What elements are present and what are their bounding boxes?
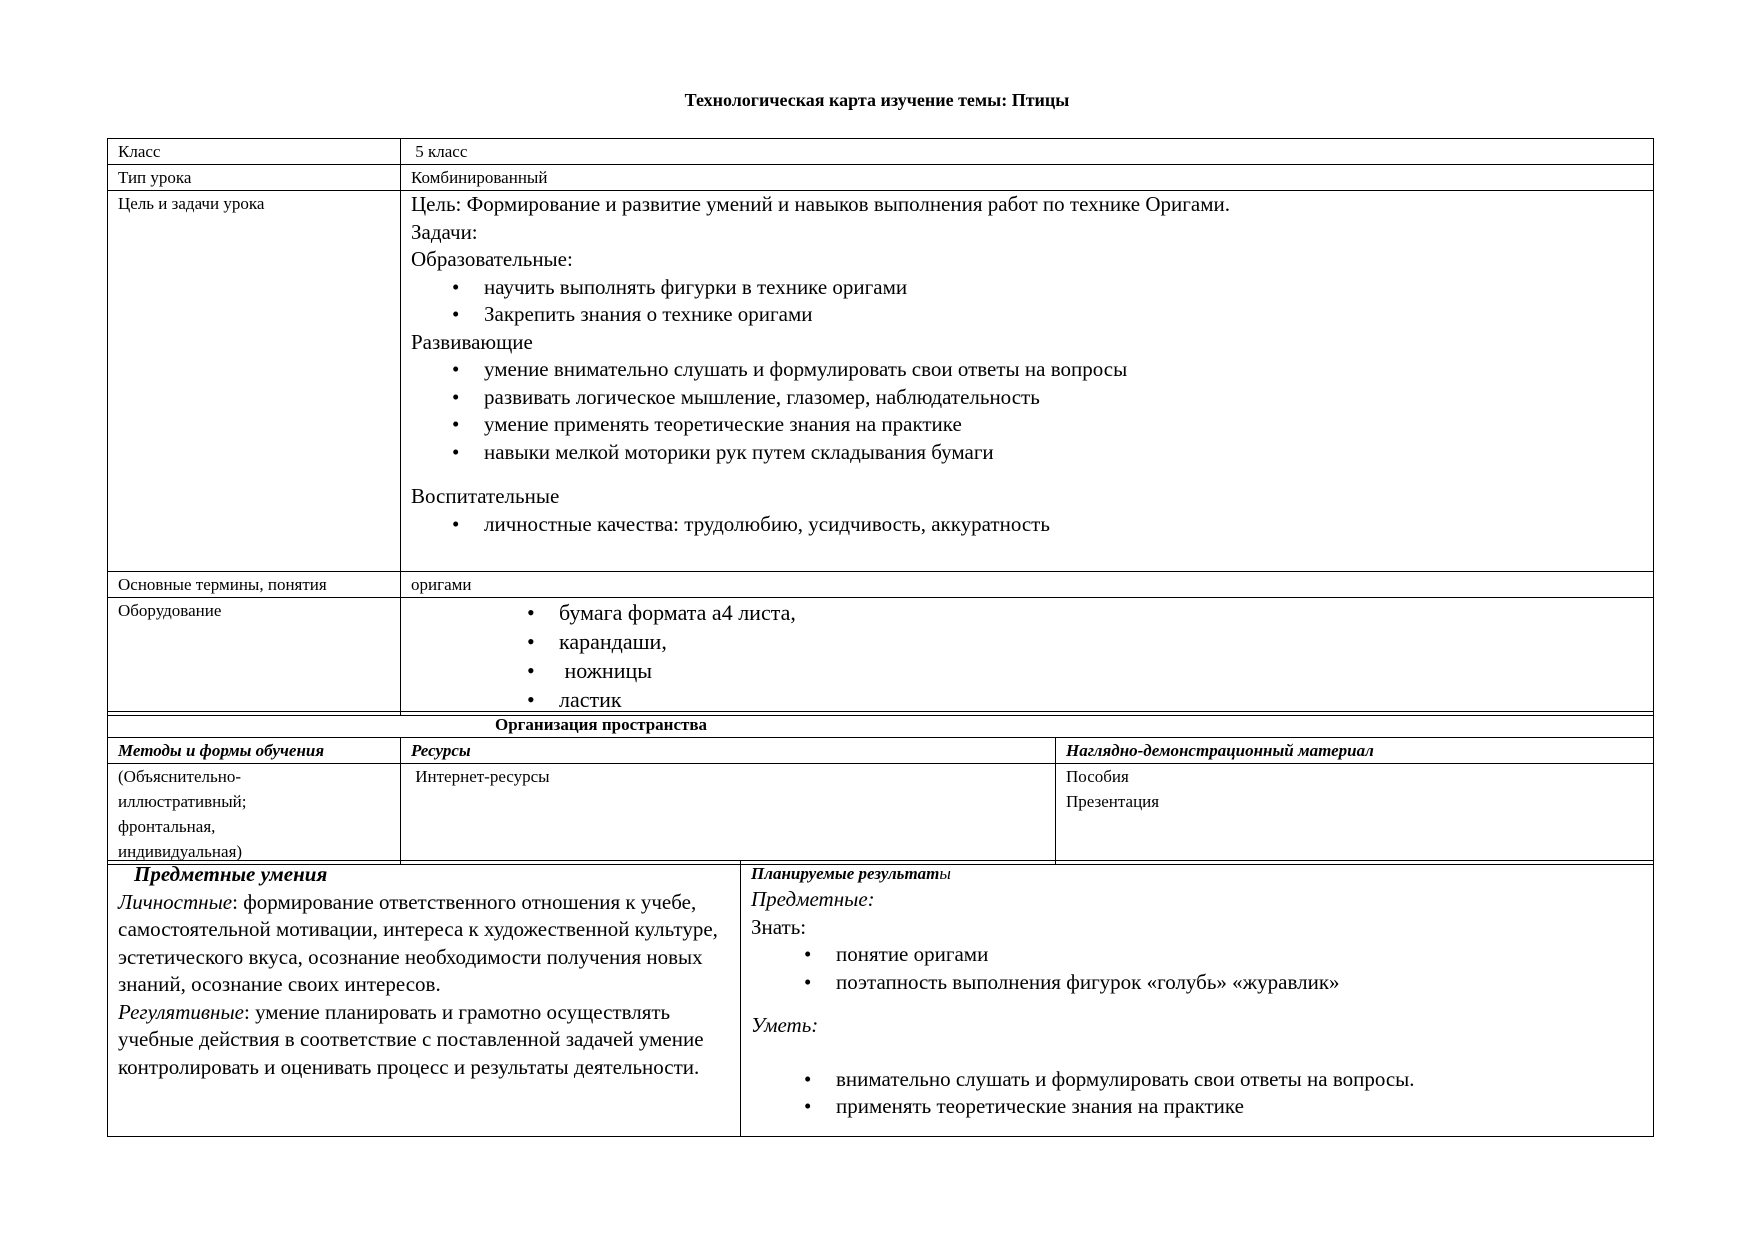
list-item: • карандаши, bbox=[559, 627, 1643, 656]
list-item: • научить выполнять фигурки в технике оригами bbox=[484, 274, 1643, 302]
skills-results-table bbox=[107, 860, 1654, 1137]
row-value: оригами bbox=[401, 572, 1654, 598]
visual-line: Пособия bbox=[1066, 767, 1129, 786]
upbringing-list bbox=[411, 511, 1643, 539]
skills-heading: Предметные умения bbox=[134, 862, 328, 886]
space-heading: Организация пространства bbox=[108, 712, 1654, 738]
row-label: Цель и задачи урока bbox=[108, 191, 401, 572]
col-resources-header: Ресурсы bbox=[401, 738, 1056, 764]
list-item: • навыки мелкой моторики рук путем складывания бумаги bbox=[484, 439, 1643, 467]
know-list bbox=[751, 941, 1643, 996]
can-heading: Уметь: bbox=[751, 1013, 819, 1037]
personal-paragraph bbox=[118, 889, 730, 999]
document-title: Технологическая карта изучение темы: Птицы bbox=[684, 90, 1070, 110]
list-item: • ластик bbox=[559, 685, 1643, 714]
row-label: Тип урока bbox=[108, 165, 401, 191]
list-item: • личностные качества: трудолюбию, усидчивость, аккуратность bbox=[484, 511, 1643, 539]
row-value: Комбинированный bbox=[401, 165, 1654, 191]
methods-line: (Объяснительно- bbox=[118, 767, 241, 786]
visual-line: Презентация bbox=[1066, 792, 1160, 811]
row-label: Основные термины, понятия bbox=[108, 572, 401, 598]
results-heading-main: Планируемые результат bbox=[751, 864, 940, 883]
results-cell bbox=[741, 861, 1654, 1137]
results-heading-tail: ы bbox=[939, 864, 951, 883]
list-item: • бумага формата а4 листа, bbox=[559, 598, 1643, 627]
regulatory-paragraph bbox=[118, 999, 730, 1082]
list-item: • умение внимательно слушать и формулировать свои ответы на вопросы bbox=[484, 356, 1643, 384]
list-item: • понятие оригами bbox=[836, 941, 1643, 969]
space-content-row bbox=[108, 764, 1654, 865]
space-header-row bbox=[108, 738, 1654, 764]
list-item: • умение применять теоретические знания на практике bbox=[484, 411, 1643, 439]
results-heading bbox=[751, 861, 1643, 886]
col-visual-header: Наглядно-демонстрационный материал bbox=[1056, 738, 1654, 764]
personal-label: Личностные bbox=[118, 889, 233, 914]
goal-text: Цель: Формирование и развитие умений и навыков выполнения работ по технике Оригами. bbox=[411, 192, 1230, 216]
methods-line: индивидуальная) bbox=[118, 842, 243, 861]
personal-text: : формирование ответственного отношения к учебе, самостоятельной мотивации, интереса к художественной культуре, эстетического вкуса, осознание необходимости получения новых знаний, осознание своих интересов. bbox=[118, 889, 718, 996]
developing-heading: Развивающие bbox=[411, 329, 533, 354]
row-equipment bbox=[108, 598, 1654, 716]
regulatory-text: : умение планировать и грамотно осуществлять учебные действия в соответствие с поставленной задачей умение контролировать и оценивать процесс и результаты деятельности. bbox=[118, 999, 704, 1079]
list-item: • развивать логическое мышление, глазомер, наблюдательность bbox=[484, 384, 1643, 412]
equipment-list bbox=[411, 598, 1643, 714]
row-value: 5 класс bbox=[401, 139, 1654, 165]
regulatory-label: Регулятивные bbox=[118, 999, 244, 1024]
upbringing-heading: Воспитательные bbox=[411, 484, 560, 508]
educational-list bbox=[411, 274, 1643, 329]
methods-line: иллюстративный; bbox=[118, 792, 247, 811]
subject-heading: Предметные: bbox=[751, 887, 875, 911]
col-methods-header: Методы и формы обучения bbox=[108, 738, 401, 764]
know-heading: Знать: bbox=[751, 914, 807, 939]
row-terms bbox=[108, 572, 1654, 598]
tasks-heading: Задачи: bbox=[411, 219, 478, 244]
row-label: Оборудование bbox=[108, 598, 401, 716]
row-lesson-type bbox=[108, 165, 1654, 191]
lesson-info-table bbox=[107, 138, 1654, 716]
equipment-cell bbox=[401, 598, 1654, 716]
visual-cell bbox=[1056, 764, 1654, 865]
skills-cell bbox=[108, 861, 741, 1137]
list-item: • ножницы bbox=[559, 656, 1643, 685]
resources-cell: Интернет-ресурсы bbox=[401, 764, 1056, 865]
developing-list bbox=[411, 356, 1643, 466]
list-item: • применять теоретические знания на практике bbox=[836, 1093, 1643, 1121]
list-item: • внимательно слушать и формулировать свои ответы на вопросы. bbox=[836, 1066, 1643, 1094]
educational-heading: Образовательные: bbox=[411, 247, 573, 271]
row-class bbox=[108, 139, 1654, 165]
goals-cell bbox=[401, 191, 1654, 572]
space-table bbox=[107, 711, 1654, 865]
list-item: • Закрепить знания о технике оригами bbox=[484, 301, 1643, 329]
can-list bbox=[751, 1066, 1643, 1121]
row-goals bbox=[108, 191, 1654, 572]
row-label: Класс bbox=[108, 139, 401, 165]
methods-line: фронтальная, bbox=[118, 817, 216, 836]
list-item: • поэтапность выполнения фигурок «голубь» «журавлик» bbox=[836, 969, 1643, 997]
methods-cell bbox=[108, 764, 401, 865]
